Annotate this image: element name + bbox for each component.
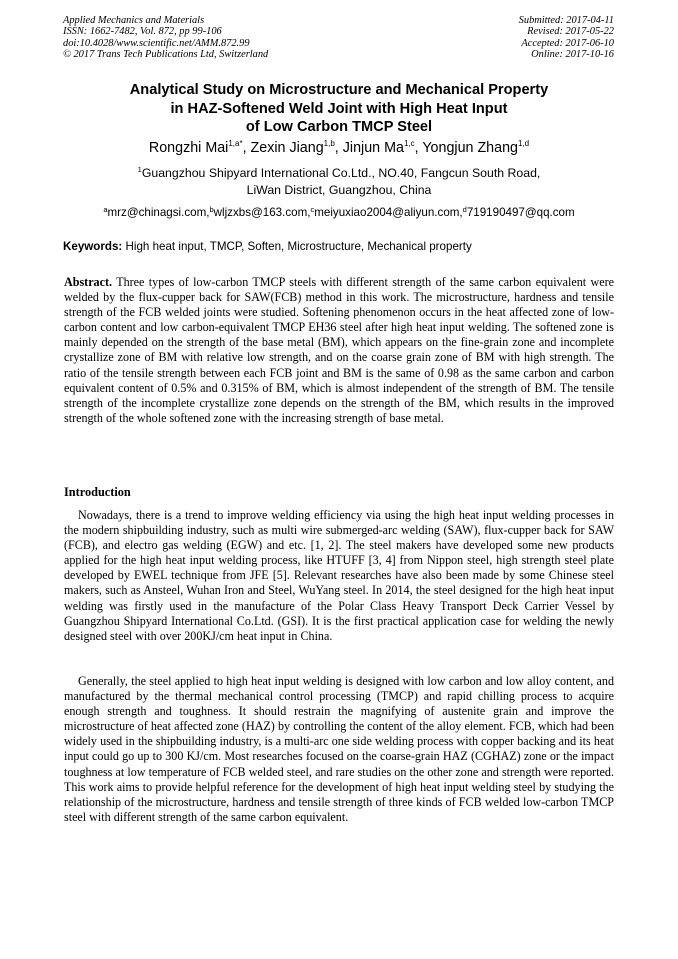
publication-dates bbox=[519, 15, 614, 60]
author-name: Zexin Jiang bbox=[250, 140, 324, 156]
author-affiliation-mark: 1,a* bbox=[228, 139, 243, 148]
abstract-label: Abstract. bbox=[64, 275, 113, 289]
author-list bbox=[40, 139, 638, 158]
introduction-paragraph: Generally, the steel applied to high heat input welding is designed with low carbon and low alloy content, and manufactured by the thermal mechanical control processing (TMCP) and rapid chilling process to acquire enough strength and toughness. It should restrain the magnifying of austenite grain and improve the microstructure of heat affected zone (HAZ) by controlling the content of the alloy element. FCB, which had been widely used in the shipbuilding industry, is a multi-arc one side welding process with copper backing and its heat input could go up to 300 KJ/cm. Most researches focused on the coarse-grain HAZ (CGHAZ) zone or the impact toughness at low temperature of FCB welded steel, and rare studies on the other zone and strength were reported. This work aims to provide helpful reference for the development of high heat input welding steel by studying the relationship of the microstructure, hardness and tensile strength of three kinds of FCB welded low-carbon TMCP steel with different strength of the same carbon equivalent. bbox=[64, 674, 614, 824]
email-mark: d bbox=[462, 205, 467, 214]
affiliation-mark: 1 bbox=[137, 165, 142, 174]
keywords-label: Keywords: bbox=[63, 240, 123, 253]
author-affiliation-mark: 1,c bbox=[403, 139, 415, 148]
email-separator: , bbox=[459, 206, 463, 219]
email-address[interactable]: mrz@chinagsi.com bbox=[107, 206, 207, 219]
journal-info bbox=[63, 15, 268, 60]
author-affiliation-mark: 1,b bbox=[323, 139, 335, 148]
introduction-paragraph: Nowadays, there is a trend to improve welding efficiency via using the high heat input welding processes in the modern shipbuilding industry, such as multi wire submerged-arc welding (SAW), flux-cupper back for SAW (FCB), and electro gas welding (EGW) and etc. [1, 2]. The steel makers have developed some new products applied for the high heat input welding process, like HTUFF [3, 4] from Nippon steel, high strength steel plate developed by EWEL technique from JFE [5]. Relevant researches have also been made by some Chinese steel makers, such as Ansteel, Wuhan Iron and Steel, WuYang steel. In 2014, the steel designed for the high heat input welding was firstly used in the manufacture of the Polar Class Heavy Transport Deck Carrier Vessel by Guangzhou Shipyard International Co.Ltd. (GSI). It is the first practical application case for welding the newly designed steel with over 200KJ/cm heat input in China. bbox=[64, 508, 614, 643]
affiliation-line bbox=[40, 165, 638, 182]
copyright-notice: © 2017 Trans Tech Publications Ltd, Switzerland bbox=[63, 48, 269, 60]
affiliation bbox=[40, 165, 638, 199]
accepted-date: Accepted: 2017-06-10 bbox=[521, 37, 614, 49]
email-separator: , bbox=[307, 206, 311, 219]
doi-link[interactable]: doi:10.4028/www.scientific.net/AMM.872.99 bbox=[63, 37, 250, 49]
author-separator: , bbox=[334, 140, 343, 156]
email-separator: , bbox=[206, 206, 210, 219]
email-address[interactable]: meiyuxiao2004@aliyun.com bbox=[314, 206, 460, 219]
keywords bbox=[63, 240, 623, 254]
online-date: Online: 2017-10-16 bbox=[531, 48, 614, 60]
affiliation-text: Guangzhou Shipyard International Co.Ltd., NO.40, Fangcun South Road, bbox=[141, 166, 541, 180]
paper-title bbox=[40, 81, 638, 137]
affiliation-line: LiWan District, Guangzhou, China bbox=[246, 183, 432, 197]
introduction-heading: Introduction bbox=[64, 485, 131, 499]
revised-date: Revised: 2017-05-22 bbox=[527, 26, 614, 38]
email-mark: a bbox=[103, 205, 108, 214]
author-name: Yongjun Zhang bbox=[422, 140, 518, 156]
author-name: Jinjun Ma bbox=[342, 140, 404, 156]
author-separator: , bbox=[414, 140, 423, 156]
author-affiliation-mark: 1,d bbox=[517, 139, 530, 148]
author-separator: , bbox=[242, 140, 251, 156]
submitted-date: Submitted: 2017-04-11 bbox=[518, 15, 614, 26]
email-list bbox=[40, 206, 638, 220]
issn-volume: ISSN: 1662-7482, Vol. 872, pp 99-106 bbox=[63, 26, 222, 38]
author-name: Rongzhi Mai bbox=[148, 140, 229, 156]
title-line: Analytical Study on Microstructure and Mechanical Property bbox=[129, 82, 549, 98]
email-mark: b bbox=[209, 205, 214, 214]
email-mark: c bbox=[310, 205, 315, 214]
journal-name: Applied Mechanics and Materials bbox=[63, 15, 205, 26]
title-line: in HAZ-Softened Weld Joint with High Heat Input bbox=[170, 100, 508, 117]
title-line: of Low Carbon TMCP Steel bbox=[245, 119, 433, 136]
abstract-text: Three types of low-carbon TMCP steels with different strength of the same carbon equivalent were welded by the flux-cupper back for SAW(FCB) method in this work. The microstructure, hardness and tensile strength of the FCB welded joints were studied. Softening phenomenon occurs in the heat affected zone of low-carbon content and low carbon-equivalent TMCP EH36 steel after high heat input welding. The softened zone is mainly depended on the strength of the base metal (BM), which appears on the fine-grain zone and incomplete crystallize zone of BM with relative low strength, and on the coarse grain zone of BM with high strength. The ratio of the tensile strength between each FCB joint and BM is the same of 0.98 as the same carbon and carbon equivalent content of 0.5% and 0.315% of BM, which is almost independent of the strength of BM. The tensile strength of the incomplete crystallize zone depends on the strength of the BM, which results in the improved strength of the whole softened zone with the increasing strength of base metal. bbox=[64, 275, 614, 425]
email-address[interactable]: wljzxbs@163.com bbox=[213, 206, 308, 219]
abstract bbox=[64, 275, 614, 426]
keywords-text: High heat input, TMCP, Soften, Microstructure, Mechanical property bbox=[125, 240, 472, 253]
email-address[interactable]: 719190497@qq.com bbox=[466, 206, 575, 219]
